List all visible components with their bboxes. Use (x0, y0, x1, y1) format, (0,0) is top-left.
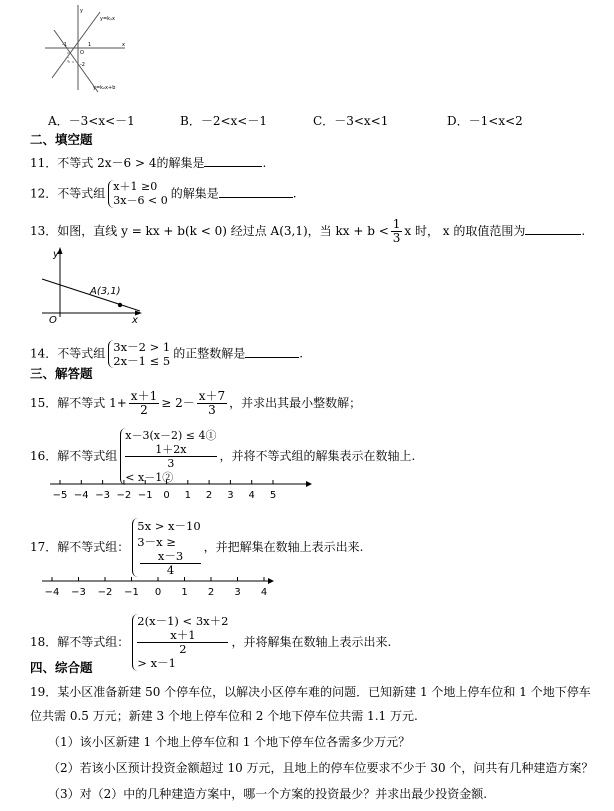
number-line-17-tick-label: 2 (207, 587, 215, 598)
graph-13-xlabel: x (132, 315, 138, 325)
top-graph-line-1 (52, 12, 100, 78)
top-graph-ylabel: y (80, 8, 83, 14)
number-line-16-tick-label: −2 (116, 490, 132, 501)
question-12: 12．不等式组 x＋1 ≥0 3x－6 < 0 的解集是 . (30, 180, 297, 207)
question-17: 17．解不等式组： 5x > x－10 3－x ≥ x－3 4 ，并把解集在数轴上表示出来. (30, 519, 364, 577)
number-line-16 (48, 478, 318, 504)
top-graph-origin: O (80, 50, 84, 56)
question-19-sub-1: （1）该小区新建 1 个地上停车位和 1 个地下停车位各需多少万元？ (48, 735, 411, 749)
graph-13 (38, 245, 148, 325)
graph-13-ylabel: y (53, 249, 59, 260)
number-line-16-tick-label: −4 (73, 490, 89, 501)
option-a: A．－3<x<－1 (48, 114, 135, 128)
question-18: 18．解不等式组： 2(x－1) < 3x＋2 x＋1 2 > x－1 ，并将解集在数轴上表示出来. (30, 614, 392, 670)
top-graph-tick-neg1: -1 (62, 42, 67, 48)
option-d: D．－1<x<2 (447, 114, 523, 128)
top-graph (40, 0, 130, 95)
top-graph-tick-neg2: -2 (80, 62, 85, 68)
question-16: 16．解不等式组 x－3(x－2) ≤ 4① 1＋2x 3 < x－1② ，并将不等式组的解集表示在数轴上. (30, 429, 416, 484)
number-line-16-tick-label: −5 (52, 490, 68, 501)
number-line-16-tick-label: 0 (163, 490, 170, 501)
section-heading-solve: 三、解答题 (30, 366, 93, 381)
number-line-16-tick-label: −3 (95, 490, 110, 501)
graph-13-origin: O (49, 315, 57, 325)
number-line-16-tick-label: 1 (184, 490, 191, 501)
number-line-16-tick-label: −1 (137, 490, 153, 501)
question-19-sub-2: （2）若该小区预计投资金额超过 10 万元，且地上的停车位要求不少于 30 个，问共有几种建造方案？ (48, 761, 594, 775)
question-13: 13．如图，直线 y = kx + b(k < 0) 经过点 A(3,1)，当 kx + b < $\frac{1}{3}$ x 时， x 的取值范围为 . (30, 217, 586, 245)
number-line-17-tick-label: 0 (154, 587, 162, 598)
top-graph-label-2: y=k₂x+b (93, 85, 116, 91)
top-graph-label-1: y=k₁x (100, 16, 116, 22)
number-line-17-tick-label: −1 (124, 587, 139, 598)
number-line-17-arrow (268, 578, 274, 584)
question-11: 11．不等式 2x－6 > 4的解集是 . (30, 156, 267, 170)
number-line-17-tick-label: −4 (44, 587, 60, 598)
number-line-16-tick-label: 4 (248, 490, 255, 501)
number-line-17-tick-label: −3 (71, 587, 86, 598)
number-line-17-tick-label: 1 (181, 587, 188, 598)
top-graph-tick-1: 1 (88, 42, 92, 48)
number-line-17-tick-label: 4 (260, 587, 268, 598)
section-heading-comprehensive: 四、综合题 (30, 660, 93, 675)
number-line-16-tick-label: 3 (227, 490, 234, 501)
question-15: 15．解不等式 1+ $\frac{x+1}{2}$ ≥ 2－ $\frac{x+7}{3}$ ，并求出其最小整数解； (30, 389, 362, 417)
graph-13-point-a (118, 303, 122, 307)
question-19-line-1: 19．某小区准备新建 50 个停车位，以解决小区停车难的问题．已知新建 1 个地上停车位和 1 个地下停车 (30, 685, 591, 699)
option-b: B．－2<x<－1 (180, 114, 267, 128)
section-heading-fill: 二、填空题 (30, 132, 93, 147)
graph-13-point-label: A(3,1) (90, 286, 121, 297)
question-14: 14．不等式组 3x－2 > 1 2x－1 ≤ 5 的正整数解是 . (30, 340, 304, 368)
top-graph-xlabel: x (122, 42, 125, 48)
number-line-17-tick-label: −2 (97, 587, 113, 598)
question-19-line-2: 位共需 0.5 万元；新建 3 个地上停车位和 2 个地下停车位共需 1.1 万元. (30, 709, 418, 723)
top-graph-line-2 (54, 30, 98, 92)
number-line-16-tick-label: 5 (269, 490, 277, 501)
number-line-17 (40, 575, 280, 601)
number-line-16-arrow (306, 481, 312, 487)
number-line-16-tick-label: 2 (205, 490, 213, 501)
number-line-17-tick-label: 3 (234, 587, 241, 598)
option-c: C．－3<x<1 (313, 114, 389, 128)
question-19-sub-3: （3）对（2）中的几种建造方案中，哪一个方案的投资最少？并求出最少投资金额. (48, 787, 488, 801)
